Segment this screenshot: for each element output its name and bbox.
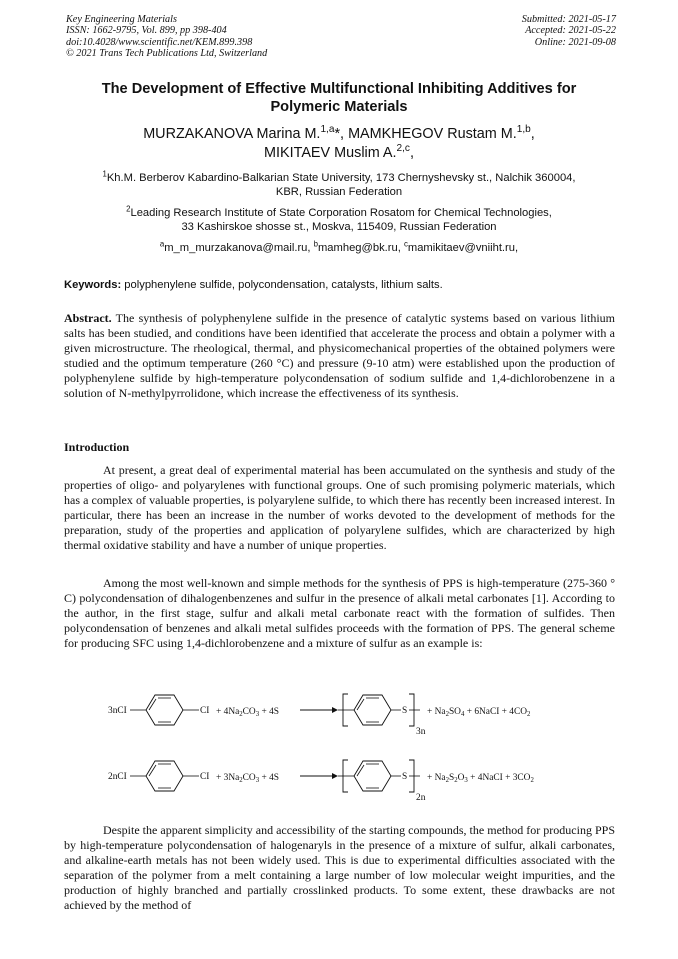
keywords-label: Keywords: [64,279,122,291]
reaction-arrow-icon [300,707,338,713]
reactant-2-coefficient: 2nCI [108,772,127,782]
reaction-1 [108,694,531,737]
title-line-2: Polymeric Materials [270,98,408,115]
affiliation-1 [60,171,618,199]
author-list [60,125,618,162]
paper-title [60,81,618,116]
product-1-byproducts: + $Na_2SO_4$ + 6NaCI + $4CO_2$ [427,707,531,718]
author-3-affil: 2,c [396,142,410,154]
sulfur-atom: S [402,706,408,716]
author-3: MIKITAEV Muslim A. [264,144,397,161]
reactant-1-chlorine: CI [200,706,210,716]
email-c: mamikitaev@vniiht.ru, [407,242,519,254]
doi-line: doi:10.4028/www.scientific.net/KEM.899.398 [66,36,253,48]
benzene-ring-icon [146,761,183,791]
affiliation-1-line-1: Kh.M. Berberov Kabardino-Balkarian State University, 173 Chernyshevsky st., Nalchik 360004, [106,172,576,184]
sulfur-atom: S [402,772,408,782]
reaction-scheme [100,690,580,815]
author-2: MAMKHEGOV Rustam M. [348,126,517,142]
reactant-1-reagents: + $4Na_2CO_3 + 4S$ [216,707,279,718]
reactant-2-chlorine: CI [200,772,210,782]
online-date: Online: 2021-09-08 [534,36,616,48]
affiliation-2 [60,206,618,234]
copyright-line: © 2021 Trans Tech Publications Ltd, Switzerland [66,48,268,60]
product-2-byproducts: + $Na_2S_2O_3$ + 4NaCI + $3CO_2$ [427,773,534,784]
title-line-1: The Development of Effective Multifunctional Inhibiting Additives for [101,81,577,97]
submitted-date: Submitted: 2021-05-17 [521,14,616,25]
paragraph-2: Among the most well-known and simple methods for the synthesis of PPS is high-temperature (275-360 ° C) polycondensation of dihalogenbenzenes and sulfur in the presence of alkali metal carbonates [1]. According to the author, in the first stage, sulfur and alkali metal carbonate react with the formation of sulfides. Then polycondensation of benzenes and alkali metal sulfides proceeds with the formation of PPS. The general scheme for producing SFC using 1,4-dichlorobenzene and a mixture of sulfur as an example is: [64,576,615,650]
abstract-label: Abstract. [64,311,112,325]
affiliation-2-number: 2 [126,204,131,214]
email-a: m_m_murzakanova@mail.ru, [164,242,314,254]
accepted-date: Accepted: 2021-05-22 [525,25,616,37]
polymer-repeat-unit [338,694,426,737]
dates-info [522,14,616,48]
paragraph-1: At present, a great deal of experimental material has been accumulated on the synthesis and study of the properties of oligo- and polyarylenes with functional groups. One of such promising polymeric materials, which has a complex of valuable properties, is polyarylene sulfide, to which there has recently been increased interest. In particular, there has been an increase in the number of works devoted to the development of methods for the preparation, study of the properties and application of polyarylene sulfides, which are characterized by high thermal oxidative stability and have a number of unique properties. [64,463,615,552]
author-emails [60,241,618,255]
keywords [64,278,616,292]
reaction-2 [108,760,534,803]
affiliation-2-line-1: Leading Research Institute of State Corporation Rosatom for Chemical Technologies, [130,207,552,219]
author-2-affil: 1,b [516,124,531,136]
email-b: mamheg@bk.ru, [317,242,404,254]
polymer-repeat-unit [338,760,426,803]
affiliation-2-line-2: 33 Kashirskoe shosse st., Moskva, 115409, Russian Federation [181,221,497,234]
affiliation-1-line-2: KBR, Russian Federation [275,186,403,199]
reactant-1-coefficient: 3nCI [108,706,127,716]
section-heading-introduction: Introduction [64,440,130,454]
author-separator: , [530,126,535,142]
affiliation-1-number: 1 [102,169,107,179]
journal-info [66,14,267,60]
email-b-mark: b [313,239,318,249]
abstract-text: The synthesis of polyphenylene sulfide in the presence of catalytic systems based on various lithium salts has been studied, and conditions have been identified that accelerate the process and obtain a polymer with a given microstructure. The rheological, thermal, and physicomechanical properties of the obtained polymers were studied and the optimum temperature (260 °C) and pressure (9-10 atm) were established upon the production of polyphenylene sulfide by high-temperature polycondensation of sodium sulfide and 1,4-dichlorobenzene in a solution of N-methylpyrrolidone, which increase the effectiveness of its synthesis. [64,311,615,400]
benzene-ring-icon [146,695,183,725]
keywords-text: polyphenylene sulfide, polycondensation, catalysts, lithium salts. [121,279,443,291]
repeat-count: 2n [416,793,426,803]
issn-line: ISSN: 1662-9795, Vol. 899, pp 398-404 [66,25,227,37]
author-1-corresponding-mark: *, [334,126,349,142]
paragraph-3: Despite the apparent simplicity and accessibility of the starting compounds, the method for producing PPS by high-temperature polycondensation of halogenaryls in the presence of a mixture of sulfur, alkali carbonates, and alkaline-earth metals has not been widely used. This is due to experimental difficulties associated with the separation of the polymer from a melt containing a large number of low molecular weight impurities, and the production of highly branched and partially crosslinked products. To some extent, these drawbacks are not achieved by the method of [64,823,615,912]
reaction-arrow-icon [300,773,338,779]
journal-name: Key Engineering Materials [66,14,177,25]
abstract [64,311,615,401]
email-a-mark: a [159,239,165,249]
author-1-affil: 1,a [320,124,335,136]
email-c-mark: c [403,239,408,249]
author-1: MURZAKANOVA Marina M. [143,126,321,142]
reactant-2-reagents: + $3Na_2CO_3 + 4S$ [216,773,279,784]
repeat-count: 3n [416,727,426,737]
author-separator: , [409,144,414,161]
